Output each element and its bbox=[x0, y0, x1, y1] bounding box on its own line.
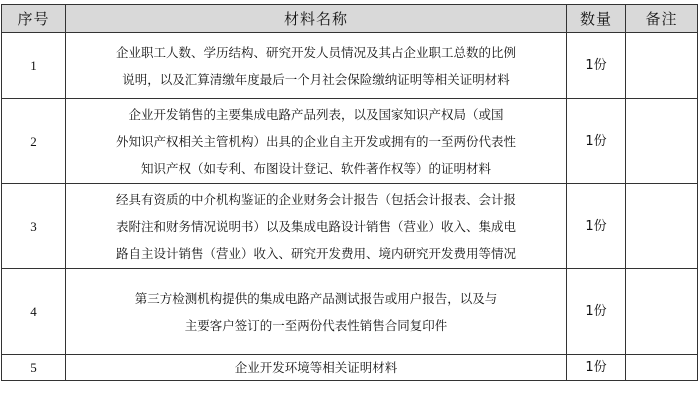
material-text-line: 说明，以及汇算清缴年度最后一个月社会保险缴纳证明等相关证明材料 bbox=[122, 71, 510, 87]
header-no: 序号 bbox=[2, 5, 66, 33]
quantity-cell: 1份 bbox=[567, 99, 626, 184]
material-text-line: 企业职工人数、学历结构、研究开发人员情况及其占企业职工总数的比例 bbox=[115, 44, 516, 60]
quantity-cell: 1份 bbox=[567, 184, 626, 269]
row-number: 4 bbox=[2, 269, 66, 355]
material-text-line: 表附注和财务情况说明书）以及集成电路设计销售（营业）收入、集成电 bbox=[115, 218, 516, 234]
quantity-cell: 1份 bbox=[567, 33, 626, 99]
material-text-line: 知识产权（如专利、布图设计登记、软件著作权等）的证明材料 bbox=[140, 160, 491, 176]
material-text-line: 经具有资质的中介机构鉴证的企业财务会计报告（包括会计报表、会计报 bbox=[115, 191, 516, 207]
notes-cell bbox=[626, 99, 698, 184]
material-text-line: 主要客户签订的一至两份代表性销售合同复印件 bbox=[184, 317, 448, 333]
row-number: 1 bbox=[2, 33, 66, 99]
header-material-name: 材料名称 bbox=[66, 5, 567, 33]
material-text-line: 企业开发销售的主要集成电路产品列表，以及国家知识产权局（或国 bbox=[128, 106, 504, 122]
row-number: 5 bbox=[2, 355, 66, 381]
table-row bbox=[2, 184, 698, 269]
table-row bbox=[2, 269, 698, 355]
table-row bbox=[2, 99, 698, 184]
materials-table bbox=[1, 4, 698, 381]
notes-cell bbox=[626, 184, 698, 269]
table-body bbox=[2, 33, 698, 381]
header-notes: 备注 bbox=[626, 5, 698, 33]
material-name-cell bbox=[66, 33, 567, 99]
notes-cell bbox=[626, 355, 698, 381]
notes-cell bbox=[626, 269, 698, 355]
header-row bbox=[2, 5, 698, 33]
row-number: 2 bbox=[2, 99, 66, 184]
row-number: 3 bbox=[2, 184, 66, 269]
header-quantity: 数量 bbox=[567, 5, 626, 33]
notes-cell bbox=[626, 33, 698, 99]
table-row bbox=[2, 355, 698, 381]
material-text-line: 企业开发环境等相关证明材料 bbox=[234, 359, 398, 375]
quantity-cell: 1份 bbox=[567, 269, 626, 355]
table-row bbox=[2, 33, 698, 99]
material-text-line: 第三方检测机构提供的集成电路产品测试报告或用户报告，以及与 bbox=[134, 290, 498, 306]
quantity-cell: 1份 bbox=[567, 355, 626, 381]
material-text-line: 路自主设计销售（营业）收入、研究开发费用、境内研究开发费用等情况 bbox=[115, 245, 516, 261]
material-name-cell bbox=[66, 269, 567, 355]
material-name-cell bbox=[66, 355, 567, 381]
material-text-line: 外知识产权相关主管机构）出具的企业自主开发或拥有的一至两份代表性 bbox=[115, 133, 516, 149]
material-name-cell bbox=[66, 99, 567, 184]
table-header bbox=[2, 5, 698, 33]
material-name-cell bbox=[66, 184, 567, 269]
